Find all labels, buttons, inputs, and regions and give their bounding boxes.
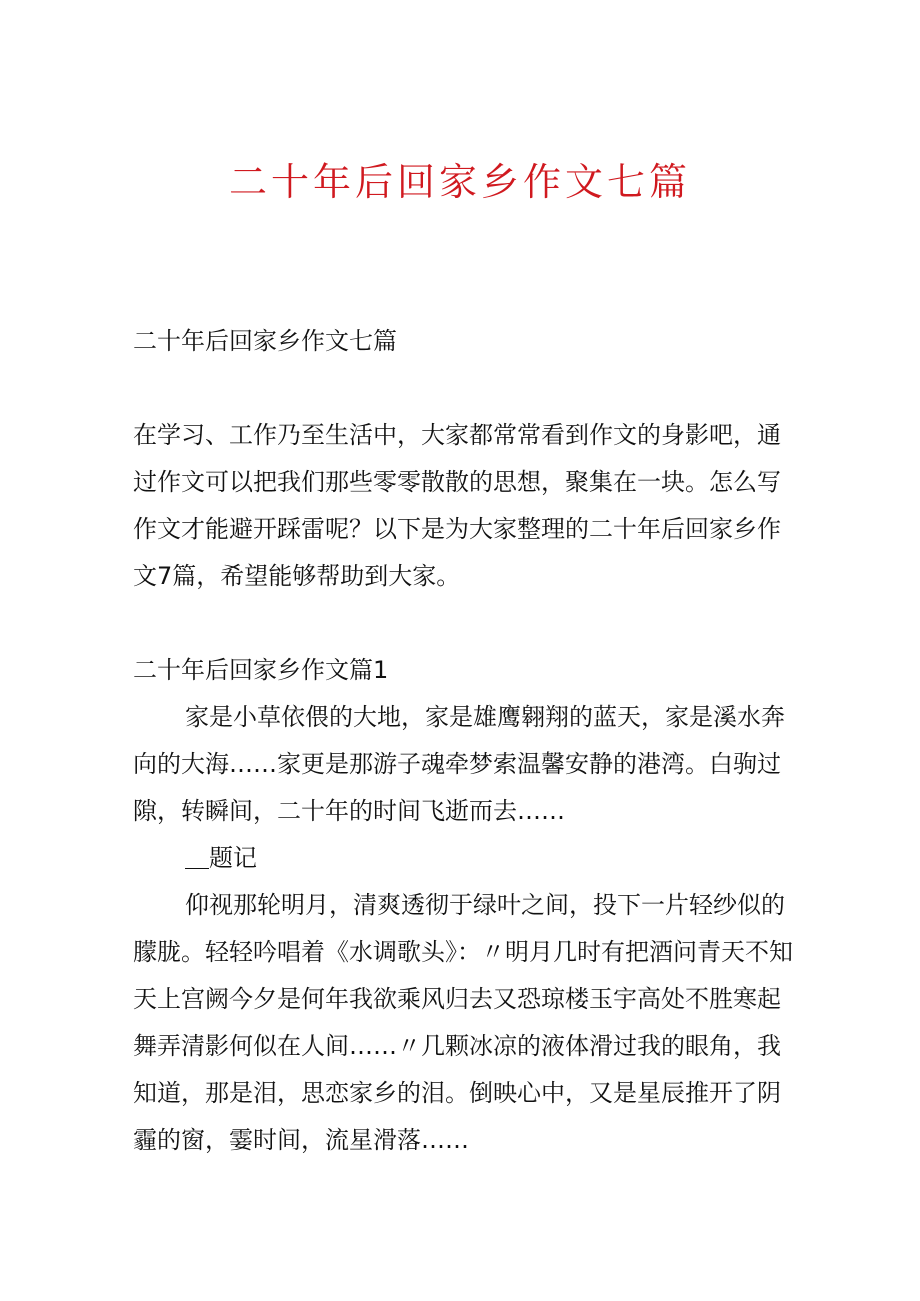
epigraph-label: ＿题记 — [185, 844, 257, 872]
document-body — [133, 318, 803, 1164]
intro-paragraph: 在学习、工作乃至生活中，大家都常常看到作文的身影吧，通过作文可以把我们那些零零散散的思想，聚集在一块。怎么写作文才能避开踩雷呢？以下是为大家整理的二十年后回家乡作文7篇，希望能够帮助到大家。 — [133, 421, 781, 590]
document-subtitle: 二十年后回家乡作文七篇 — [133, 327, 397, 355]
body-paragraph: 仰视那轮明月，清爽透彻于绿叶之间，投下一片轻纱似的朦胧。轻轻吟唱着《水调歌头》：〃明月几时有把酒问青天不知天上宫阙今夕是何年我欲乘风归去又恐琼楼玉宇高处不胜寒起舞弄清影何似在人间……〃几颗冰凉的液体滑过我的眼角，我知道，那是泪，思恋家乡的泪。倒映心中，又是星辰推开了阴霾的窗，霎时间，流星滑落…… — [133, 891, 793, 1154]
section-heading: 二十年后回家乡作文篇1 — [133, 656, 389, 684]
body-paragraph: 家是小草依偎的大地，家是雄鹰翱翔的蓝天，家是溪水奔向的大海……家更是那游子魂牵梦索温馨安静的港湾。白驹过隙，转瞬间，二十年的时间飞逝而去…… — [133, 703, 785, 825]
document-title: 二十年后回家乡作文七篇 — [228, 160, 691, 204]
